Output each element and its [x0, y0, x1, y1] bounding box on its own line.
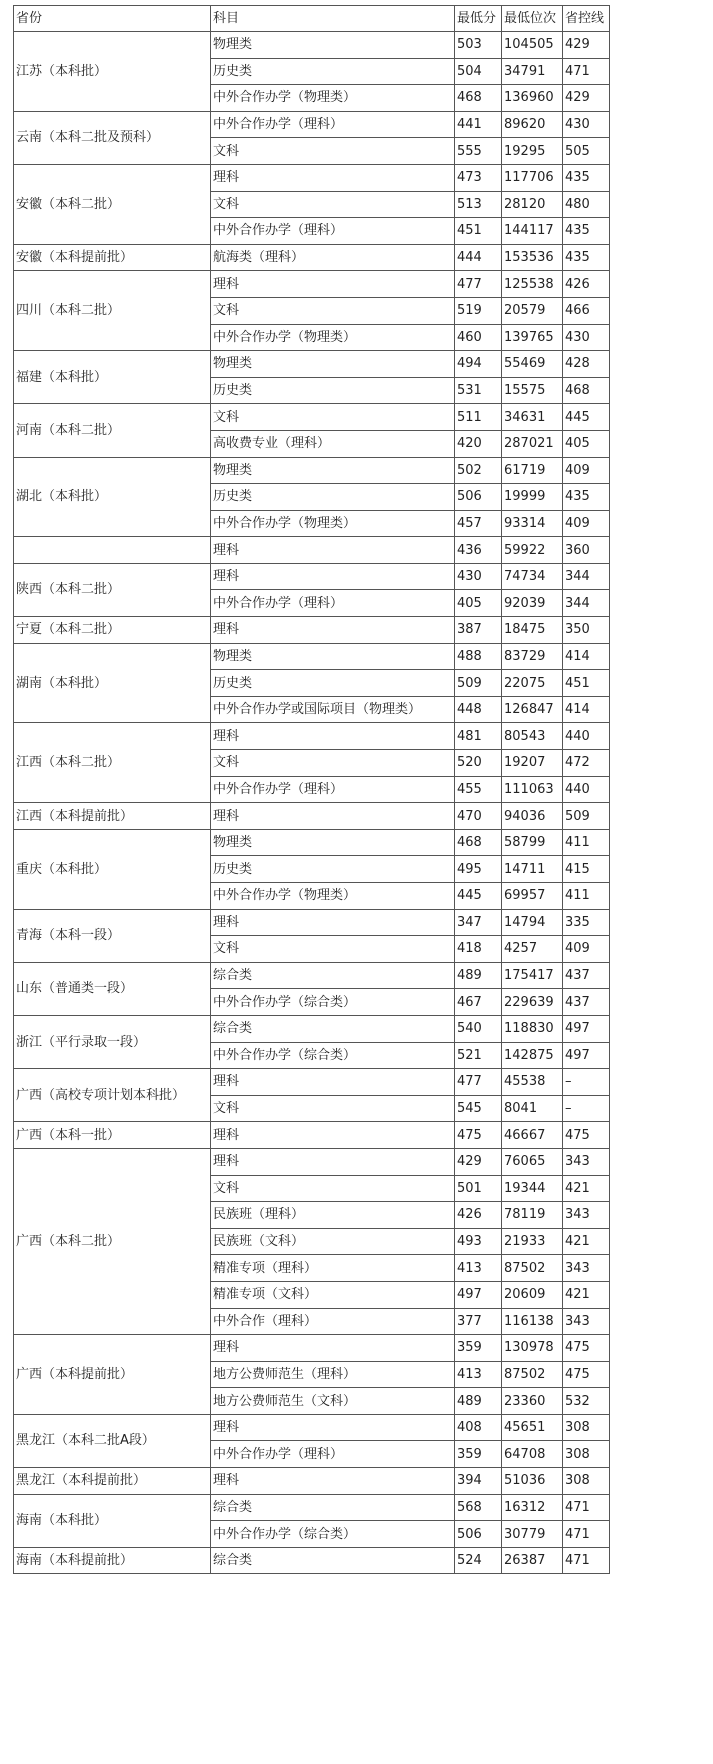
min-rank-cell: 64708 — [502, 1441, 563, 1468]
min-rank-cell: 19295 — [502, 138, 563, 165]
min-rank-cell: 45538 — [502, 1069, 563, 1096]
control-line-cell: 421 — [563, 1228, 610, 1255]
control-line-cell: 435 — [563, 164, 610, 191]
min-rank-cell: 118830 — [502, 1015, 563, 1042]
control-line-cell: 471 — [563, 58, 610, 85]
table-row — [14, 723, 610, 750]
min-rank-cell: 16312 — [502, 1494, 563, 1521]
min-score-cell: 387 — [455, 617, 502, 644]
min-rank-cell: 89620 — [502, 111, 563, 138]
subject-cell: 中外合作办学（综合类） — [211, 989, 455, 1016]
min-rank-cell: 153536 — [502, 244, 563, 271]
subject-cell: 理科 — [211, 537, 455, 564]
min-score-cell: 488 — [455, 643, 502, 670]
subject-cell: 理科 — [211, 909, 455, 936]
min-score-cell: 468 — [455, 85, 502, 112]
province-cell: 海南（本科提前批） — [14, 1547, 211, 1574]
min-score-cell: 429 — [455, 1148, 502, 1175]
min-score-cell: 418 — [455, 936, 502, 963]
min-rank-cell: 125538 — [502, 271, 563, 298]
min-score-cell: 377 — [455, 1308, 502, 1335]
control-line-cell: 415 — [563, 856, 610, 883]
min-rank-cell: 19344 — [502, 1175, 563, 1202]
min-rank-cell: 8041 — [502, 1095, 563, 1122]
table-row — [14, 111, 610, 138]
control-line-cell: 509 — [563, 803, 610, 830]
min-score-cell: 531 — [455, 377, 502, 404]
min-rank-cell: 142875 — [502, 1042, 563, 1069]
min-rank-cell: 22075 — [502, 670, 563, 697]
min-score-cell: 489 — [455, 1388, 502, 1415]
min-score-cell: 457 — [455, 510, 502, 537]
table-row — [14, 1015, 610, 1042]
control-line-cell: 430 — [563, 111, 610, 138]
control-line-cell: 350 — [563, 617, 610, 644]
subject-cell: 理科 — [211, 723, 455, 750]
subject-cell: 物理类 — [211, 32, 455, 59]
min-score-cell: 436 — [455, 537, 502, 564]
table-row — [14, 803, 610, 830]
min-score-cell: 473 — [455, 164, 502, 191]
table-row — [14, 244, 610, 271]
control-line-cell: 472 — [563, 750, 610, 777]
province-cell: 陕西（本科二批） — [14, 563, 211, 616]
province-cell: 江西（本科二批） — [14, 723, 211, 803]
subject-cell: 历史类 — [211, 484, 455, 511]
control-line-cell: 414 — [563, 643, 610, 670]
min-rank-cell: 144117 — [502, 218, 563, 245]
table-row — [14, 1122, 610, 1149]
subject-cell: 中外合作办学（物理类） — [211, 510, 455, 537]
min-score-cell: 460 — [455, 324, 502, 351]
subject-cell: 中外合作办学（理科） — [211, 776, 455, 803]
control-line-cell: 308 — [563, 1441, 610, 1468]
province-cell: 广西（本科提前批） — [14, 1335, 211, 1415]
subject-cell: 精准专项（文科） — [211, 1281, 455, 1308]
subject-cell: 综合类 — [211, 962, 455, 989]
subject-cell: 中外合作办学（理科） — [211, 218, 455, 245]
min-score-cell: 555 — [455, 138, 502, 165]
subject-cell: 物理类 — [211, 829, 455, 856]
control-line-cell: 475 — [563, 1361, 610, 1388]
control-line-cell: 421 — [563, 1281, 610, 1308]
province-cell: 湖南（本科批） — [14, 643, 211, 723]
min-rank-cell: 46667 — [502, 1122, 563, 1149]
control-line-cell: 468 — [563, 377, 610, 404]
control-line-cell: 440 — [563, 723, 610, 750]
min-rank-cell: 83729 — [502, 643, 563, 670]
control-line-cell: 409 — [563, 936, 610, 963]
min-rank-cell: 23360 — [502, 1388, 563, 1415]
control-line-cell: 471 — [563, 1494, 610, 1521]
subject-cell: 中外合作（理科） — [211, 1308, 455, 1335]
control-line-cell: 475 — [563, 1122, 610, 1149]
min-score-cell: 519 — [455, 297, 502, 324]
min-score-cell: 493 — [455, 1228, 502, 1255]
min-rank-cell: 130978 — [502, 1335, 563, 1362]
control-line-cell: 429 — [563, 85, 610, 112]
subject-cell: 理科 — [211, 164, 455, 191]
min-score-cell: 441 — [455, 111, 502, 138]
subject-cell: 航海类（理科） — [211, 244, 455, 271]
min-rank-cell: 20579 — [502, 297, 563, 324]
control-line-cell: 497 — [563, 1042, 610, 1069]
province-cell: 黑龙江（本科提前批） — [14, 1468, 211, 1495]
province-cell: 广西（本科二批） — [14, 1148, 211, 1334]
min-score-cell: 501 — [455, 1175, 502, 1202]
subject-cell: 民族班（理科） — [211, 1202, 455, 1229]
min-score-cell: 445 — [455, 883, 502, 910]
subject-cell: 文科 — [211, 297, 455, 324]
control-line-cell: 475 — [563, 1335, 610, 1362]
min-rank-cell: 21933 — [502, 1228, 563, 1255]
min-score-cell: 451 — [455, 218, 502, 245]
control-line-cell: 466 — [563, 297, 610, 324]
province-cell: 青海（本科一段） — [14, 909, 211, 962]
min-rank-cell: 116138 — [502, 1308, 563, 1335]
table-row — [14, 563, 610, 590]
subject-cell: 物理类 — [211, 643, 455, 670]
min-score-cell: 477 — [455, 1069, 502, 1096]
min-score-cell: 475 — [455, 1122, 502, 1149]
subject-cell: 中外合作办学或国际项目（物理类） — [211, 696, 455, 723]
min-score-cell: 430 — [455, 563, 502, 590]
control-line-cell: – — [563, 1069, 610, 1096]
subject-cell: 地方公费师范生（理科） — [211, 1361, 455, 1388]
min-rank-cell: 34791 — [502, 58, 563, 85]
subject-cell: 综合类 — [211, 1494, 455, 1521]
min-rank-cell: 111063 — [502, 776, 563, 803]
min-rank-cell: 30779 — [502, 1521, 563, 1548]
subject-cell: 中外合作办学（理科） — [211, 590, 455, 617]
subject-cell: 文科 — [211, 936, 455, 963]
min-rank-cell: 136960 — [502, 85, 563, 112]
subject-cell: 精准专项（理科） — [211, 1255, 455, 1282]
control-line-cell: 471 — [563, 1521, 610, 1548]
min-score-cell: 495 — [455, 856, 502, 883]
control-line-cell: 411 — [563, 883, 610, 910]
header-min-rank: 最低位次 — [502, 6, 563, 32]
header-subject: 科目 — [211, 6, 455, 32]
province-cell: 福建（本科批） — [14, 351, 211, 404]
control-line-cell: 451 — [563, 670, 610, 697]
min-score-cell: 513 — [455, 191, 502, 218]
min-score-cell: 524 — [455, 1547, 502, 1574]
province-cell: 四川（本科二批） — [14, 271, 211, 351]
min-rank-cell: 80543 — [502, 723, 563, 750]
province-cell: 黑龙江（本科二批A段） — [14, 1414, 211, 1467]
min-rank-cell: 18475 — [502, 617, 563, 644]
min-score-cell: 347 — [455, 909, 502, 936]
control-line-cell: 405 — [563, 430, 610, 457]
min-rank-cell: 74734 — [502, 563, 563, 590]
subject-cell: 历史类 — [211, 856, 455, 883]
min-score-cell: 520 — [455, 750, 502, 777]
table-row — [14, 1494, 610, 1521]
subject-cell: 综合类 — [211, 1015, 455, 1042]
min-rank-cell: 92039 — [502, 590, 563, 617]
control-line-cell: 429 — [563, 32, 610, 59]
table-row — [14, 829, 610, 856]
min-score-cell: 568 — [455, 1494, 502, 1521]
control-line-cell: 497 — [563, 1015, 610, 1042]
min-rank-cell: 61719 — [502, 457, 563, 484]
control-line-cell: 343 — [563, 1202, 610, 1229]
control-line-cell: 411 — [563, 829, 610, 856]
control-line-cell: 335 — [563, 909, 610, 936]
control-line-cell: 435 — [563, 484, 610, 511]
control-line-cell: 344 — [563, 563, 610, 590]
province-cell: 河南（本科二批） — [14, 404, 211, 457]
control-line-cell: 414 — [563, 696, 610, 723]
province-cell: 山东（普通类一段） — [14, 962, 211, 1015]
table-row — [14, 404, 610, 431]
control-line-cell: 409 — [563, 510, 610, 537]
table-row — [14, 617, 610, 644]
control-line-cell: 480 — [563, 191, 610, 218]
subject-cell: 理科 — [211, 563, 455, 590]
subject-cell: 理科 — [211, 803, 455, 830]
province-cell: 广西（本科一批） — [14, 1122, 211, 1149]
subject-cell: 中外合作办学（物理类） — [211, 883, 455, 910]
subject-cell: 历史类 — [211, 58, 455, 85]
table-row — [14, 1335, 610, 1362]
min-rank-cell: 26387 — [502, 1547, 563, 1574]
min-rank-cell: 287021 — [502, 430, 563, 457]
subject-cell: 文科 — [211, 191, 455, 218]
min-score-cell: 497 — [455, 1281, 502, 1308]
min-score-cell: 426 — [455, 1202, 502, 1229]
control-line-cell: 435 — [563, 244, 610, 271]
table-row — [14, 537, 610, 564]
min-score-cell: 481 — [455, 723, 502, 750]
min-rank-cell: 14711 — [502, 856, 563, 883]
min-score-cell: 448 — [455, 696, 502, 723]
province-cell: 安徽（本科提前批） — [14, 244, 211, 271]
header-min-score: 最低分 — [455, 6, 502, 32]
province-cell: 安徽（本科二批） — [14, 164, 211, 244]
subject-cell: 综合类 — [211, 1547, 455, 1574]
table-row — [14, 1414, 610, 1441]
control-line-cell: 421 — [563, 1175, 610, 1202]
control-line-cell: 437 — [563, 962, 610, 989]
subject-cell: 中外合作办学（物理类） — [211, 85, 455, 112]
min-score-cell: 470 — [455, 803, 502, 830]
min-rank-cell: 58799 — [502, 829, 563, 856]
control-line-cell: 308 — [563, 1468, 610, 1495]
min-score-cell: 413 — [455, 1361, 502, 1388]
min-rank-cell: 76065 — [502, 1148, 563, 1175]
control-line-cell: 343 — [563, 1308, 610, 1335]
province-cell: 江苏（本科批） — [14, 32, 211, 112]
subject-cell: 理科 — [211, 1069, 455, 1096]
subject-cell: 中外合作办学（物理类） — [211, 324, 455, 351]
min-rank-cell: 87502 — [502, 1255, 563, 1282]
control-line-cell: 471 — [563, 1547, 610, 1574]
subject-cell: 理科 — [211, 1148, 455, 1175]
province-cell: 湖北（本科批） — [14, 457, 211, 537]
table-header-row — [14, 6, 610, 32]
min-score-cell: 502 — [455, 457, 502, 484]
min-score-cell: 394 — [455, 1468, 502, 1495]
min-rank-cell: 15575 — [502, 377, 563, 404]
subject-cell: 中外合作办学（综合类） — [211, 1042, 455, 1069]
min-rank-cell: 69957 — [502, 883, 563, 910]
min-score-cell: 545 — [455, 1095, 502, 1122]
min-score-cell: 405 — [455, 590, 502, 617]
province-cell: 浙江（平行录取一段） — [14, 1015, 211, 1068]
control-line-cell: 505 — [563, 138, 610, 165]
table-row — [14, 457, 610, 484]
header-control-line: 省控线 — [563, 6, 610, 32]
min-score-cell: 506 — [455, 484, 502, 511]
subject-cell: 物理类 — [211, 351, 455, 378]
table-body — [14, 32, 610, 1574]
min-score-cell: 455 — [455, 776, 502, 803]
min-score-cell: 494 — [455, 351, 502, 378]
min-rank-cell: 19207 — [502, 750, 563, 777]
control-line-cell: 360 — [563, 537, 610, 564]
admission-score-table — [13, 5, 610, 1574]
subject-cell: 文科 — [211, 404, 455, 431]
province-cell: 宁夏（本科二批） — [14, 617, 211, 644]
subject-cell: 文科 — [211, 138, 455, 165]
min-score-cell: 511 — [455, 404, 502, 431]
min-score-cell: 420 — [455, 430, 502, 457]
min-score-cell: 359 — [455, 1335, 502, 1362]
subject-cell: 中外合作办学（理科） — [211, 1441, 455, 1468]
control-line-cell: 445 — [563, 404, 610, 431]
control-line-cell: 343 — [563, 1255, 610, 1282]
table-row — [14, 962, 610, 989]
min-score-cell: 540 — [455, 1015, 502, 1042]
subject-cell: 中外合作办学（理科） — [211, 111, 455, 138]
province-cell: 云南（本科二批及预科） — [14, 111, 211, 164]
table-row — [14, 164, 610, 191]
subject-cell: 文科 — [211, 1095, 455, 1122]
min-rank-cell: 139765 — [502, 324, 563, 351]
min-score-cell: 489 — [455, 962, 502, 989]
subject-cell: 理科 — [211, 1468, 455, 1495]
table-row — [14, 271, 610, 298]
subject-cell: 民族班（文科） — [211, 1228, 455, 1255]
min-rank-cell: 34631 — [502, 404, 563, 431]
control-line-cell: 343 — [563, 1148, 610, 1175]
subject-cell: 理科 — [211, 1414, 455, 1441]
min-rank-cell: 175417 — [502, 962, 563, 989]
subject-cell: 理科 — [211, 1122, 455, 1149]
control-line-cell: 426 — [563, 271, 610, 298]
control-line-cell: 435 — [563, 218, 610, 245]
min-rank-cell: 14794 — [502, 909, 563, 936]
min-score-cell: 467 — [455, 989, 502, 1016]
control-line-cell: 440 — [563, 776, 610, 803]
min-score-cell: 359 — [455, 1441, 502, 1468]
control-line-cell: 428 — [563, 351, 610, 378]
subject-cell: 历史类 — [211, 670, 455, 697]
min-rank-cell: 229639 — [502, 989, 563, 1016]
table-row — [14, 909, 610, 936]
min-score-cell: 468 — [455, 829, 502, 856]
province-cell: 海南（本科批） — [14, 1494, 211, 1547]
table-row — [14, 1069, 610, 1096]
province-cell — [14, 537, 211, 564]
subject-cell: 理科 — [211, 617, 455, 644]
min-score-cell: 477 — [455, 271, 502, 298]
min-rank-cell: 93314 — [502, 510, 563, 537]
province-cell: 江西（本科提前批） — [14, 803, 211, 830]
min-score-cell: 509 — [455, 670, 502, 697]
table-row — [14, 643, 610, 670]
province-cell: 广西（高校专项计划本科批） — [14, 1069, 211, 1122]
min-rank-cell: 117706 — [502, 164, 563, 191]
subject-cell: 文科 — [211, 1175, 455, 1202]
min-rank-cell: 51036 — [502, 1468, 563, 1495]
subject-cell: 高收费专业（理科） — [211, 430, 455, 457]
min-rank-cell: 55469 — [502, 351, 563, 378]
min-score-cell: 444 — [455, 244, 502, 271]
control-line-cell: 308 — [563, 1414, 610, 1441]
table-row — [14, 32, 610, 59]
min-rank-cell: 19999 — [502, 484, 563, 511]
table-row — [14, 1148, 610, 1175]
table-row — [14, 1468, 610, 1495]
subject-cell: 物理类 — [211, 457, 455, 484]
min-score-cell: 506 — [455, 1521, 502, 1548]
min-rank-cell: 28120 — [502, 191, 563, 218]
min-rank-cell: 20609 — [502, 1281, 563, 1308]
control-line-cell: 532 — [563, 1388, 610, 1415]
subject-cell: 地方公费师范生（文科） — [211, 1388, 455, 1415]
min-rank-cell: 94036 — [502, 803, 563, 830]
table-row — [14, 1547, 610, 1574]
control-line-cell: 344 — [563, 590, 610, 617]
min-rank-cell: 4257 — [502, 936, 563, 963]
min-rank-cell: 78119 — [502, 1202, 563, 1229]
control-line-cell: 437 — [563, 989, 610, 1016]
control-line-cell: 409 — [563, 457, 610, 484]
min-score-cell: 521 — [455, 1042, 502, 1069]
header-province: 省份 — [14, 6, 211, 32]
subject-cell: 理科 — [211, 1335, 455, 1362]
subject-cell: 文科 — [211, 750, 455, 777]
subject-cell: 中外合作办学（综合类） — [211, 1521, 455, 1548]
control-line-cell: – — [563, 1095, 610, 1122]
min-rank-cell: 45651 — [502, 1414, 563, 1441]
table-row — [14, 351, 610, 378]
score-table-container — [13, 5, 609, 1574]
subject-cell: 历史类 — [211, 377, 455, 404]
subject-cell: 理科 — [211, 271, 455, 298]
min-rank-cell: 59922 — [502, 537, 563, 564]
min-rank-cell: 126847 — [502, 696, 563, 723]
min-score-cell: 413 — [455, 1255, 502, 1282]
province-cell: 重庆（本科批） — [14, 829, 211, 909]
min-rank-cell: 87502 — [502, 1361, 563, 1388]
control-line-cell: 430 — [563, 324, 610, 351]
min-rank-cell: 104505 — [502, 32, 563, 59]
min-score-cell: 504 — [455, 58, 502, 85]
min-score-cell: 503 — [455, 32, 502, 59]
min-score-cell: 408 — [455, 1414, 502, 1441]
